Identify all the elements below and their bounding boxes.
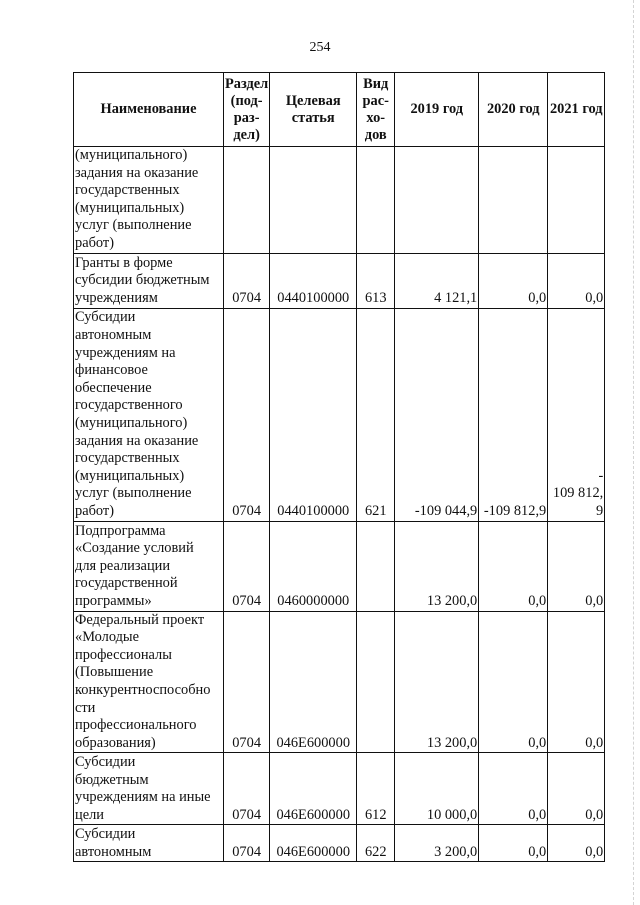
- row-name: Субсидии автономным: [74, 825, 224, 862]
- row-expense: [357, 147, 395, 254]
- row-2019: 4 121,1: [395, 253, 479, 308]
- row-target: 0440100000: [270, 308, 357, 521]
- row-expense: 621: [357, 308, 395, 521]
- row-2019: 13 200,0: [395, 521, 479, 611]
- row-target: 0460000000: [270, 521, 357, 611]
- row-name: Гранты в форме субсидии бюджетным учреждениям: [74, 253, 224, 308]
- row-2020: 0,0: [479, 825, 548, 862]
- row-section: 0704: [224, 611, 270, 753]
- row-name: (муниципального) задания на оказание государственных (муниципальных) услуг (выполнение работ): [74, 147, 224, 254]
- header-row: [74, 73, 605, 147]
- row-2020: -109 812,9: [479, 308, 548, 521]
- row-2019: -109 044,9: [395, 308, 479, 521]
- table-row: [74, 147, 605, 254]
- row-2020: 0,0: [479, 753, 548, 825]
- row-target: [270, 147, 357, 254]
- row-target: 046E600000: [270, 825, 357, 862]
- row-section: 0704: [224, 753, 270, 825]
- row-2021: 0,0: [548, 825, 605, 862]
- row-section: [224, 147, 270, 254]
- row-section: 0704: [224, 825, 270, 862]
- row-expense: [357, 521, 395, 611]
- row-2019: 3 200,0: [395, 825, 479, 862]
- row-2021: 0,0: [548, 253, 605, 308]
- header-target-article: Целевая статья: [270, 73, 357, 147]
- row-section: 0704: [224, 253, 270, 308]
- row-section: 0704: [224, 521, 270, 611]
- page-edge-line: [632, 0, 634, 905]
- row-name: Субсидии автономным учреждениям на финансовое обеспечение государственного (муниципального) задания на оказание государственных (муниципальных) услуг (выполнение работ): [74, 308, 224, 521]
- row-2021: 0,0: [548, 611, 605, 753]
- row-2021: - 109 812, 9: [548, 308, 605, 521]
- row-expense: 622: [357, 825, 395, 862]
- row-name: Подпрограмма «Создание условий для реализации государственной программы»: [74, 521, 224, 611]
- row-name: Федеральный проект «Молодые профессионалы (Повышение конкурентноспособно сти профессионального образования): [74, 611, 224, 753]
- header-2021: 2021 год: [548, 73, 605, 147]
- row-target: 046E600000: [270, 753, 357, 825]
- row-2019: [395, 147, 479, 254]
- header-2019: 2019 год: [395, 73, 479, 147]
- table-row: [74, 308, 605, 521]
- table-row: [74, 611, 605, 753]
- row-expense: [357, 611, 395, 753]
- page-number: 254: [309, 40, 331, 55]
- row-2020: 0,0: [479, 611, 548, 753]
- row-2020: 0,0: [479, 521, 548, 611]
- row-2020: [479, 147, 548, 254]
- table-row: [74, 825, 605, 862]
- row-expense: 612: [357, 753, 395, 825]
- row-name: Субсидии бюджетным учреждениям на иные цели: [74, 753, 224, 825]
- header-2020: 2020 год: [479, 73, 548, 147]
- row-2020: 0,0: [479, 253, 548, 308]
- row-expense: 613: [357, 253, 395, 308]
- row-2021: [548, 147, 605, 254]
- row-2019: 10 000,0: [395, 753, 479, 825]
- row-target: 0440100000: [270, 253, 357, 308]
- row-2021: 0,0: [548, 753, 605, 825]
- row-2019: 13 200,0: [395, 611, 479, 753]
- table-row: [74, 521, 605, 611]
- table-row: [74, 253, 605, 308]
- header-name: Наименование: [74, 73, 224, 147]
- header-expense-type: Вид рас- хо- дов: [357, 73, 395, 147]
- row-section: 0704: [224, 308, 270, 521]
- row-target: 046E600000: [270, 611, 357, 753]
- table-row: [74, 753, 605, 825]
- header-section: Раздел (под- раз- дел): [224, 73, 270, 147]
- budget-table: [73, 72, 605, 862]
- row-2021: 0,0: [548, 521, 605, 611]
